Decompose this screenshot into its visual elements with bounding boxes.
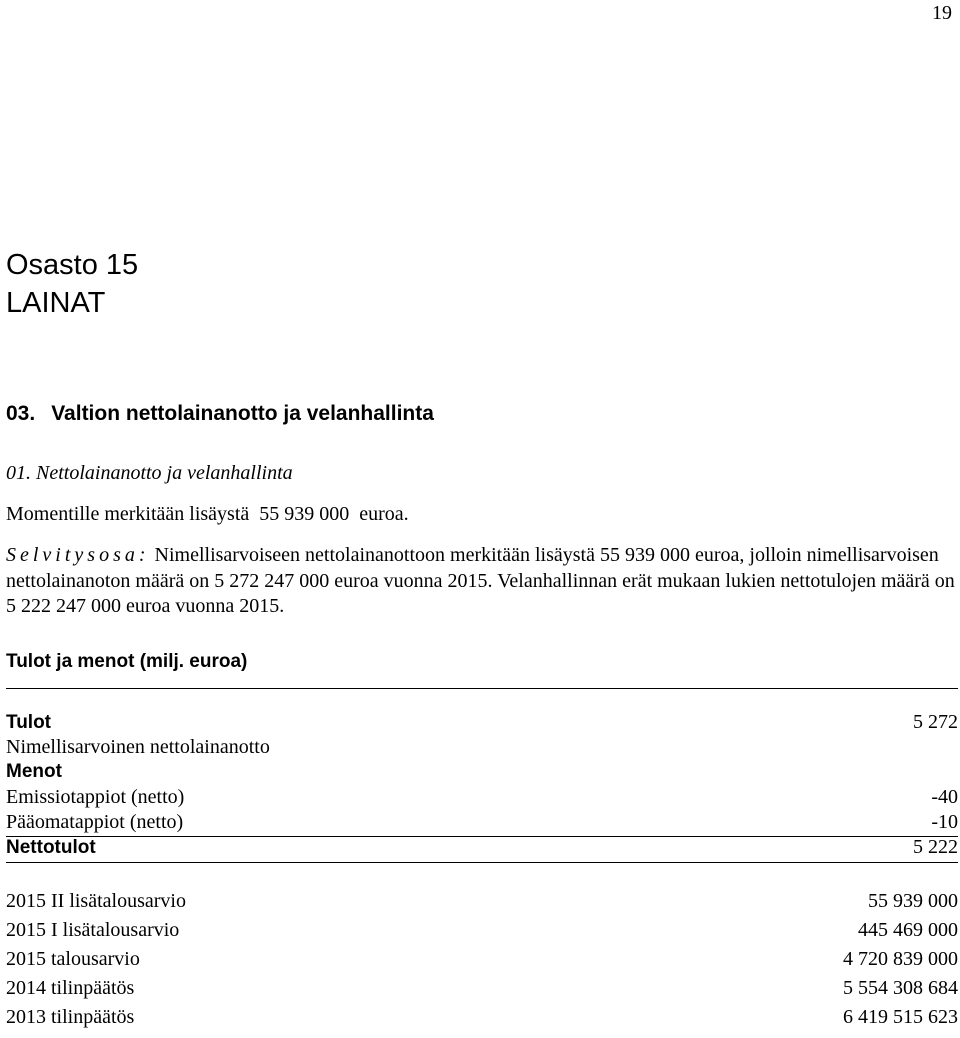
income-total: 5 272 bbox=[913, 711, 958, 733]
explanation-paragraph bbox=[6, 543, 956, 620]
expense-item-value: -40 bbox=[931, 786, 958, 808]
budget-history-row bbox=[6, 948, 958, 974]
table-row-net bbox=[6, 836, 958, 862]
budget-history-row bbox=[6, 977, 958, 1003]
net-label: Nettotulot bbox=[6, 837, 96, 858]
budget-history-label: 2015 talousarvio bbox=[6, 948, 140, 970]
table-bottom-rule bbox=[6, 862, 958, 863]
expense-header: Menot bbox=[6, 761, 62, 782]
table-caption: Tulot ja menot (milj. euroa) bbox=[6, 651, 248, 672]
table-row bbox=[6, 811, 958, 837]
table-row bbox=[6, 786, 958, 812]
section-heading bbox=[6, 402, 434, 426]
income-header: Tulot bbox=[6, 712, 52, 733]
section-number: 03. bbox=[6, 402, 36, 425]
appropriation-statement: Momentille merkitään lisäystä 55 939 000 euroa. bbox=[6, 503, 409, 525]
budget-history-value: 5 554 308 684 bbox=[843, 977, 958, 999]
budget-history-value: 55 939 000 bbox=[868, 890, 958, 912]
page-number: 19 bbox=[932, 2, 952, 24]
section-title: Valtion nettolainanotto ja velanhallinta bbox=[51, 402, 434, 425]
explanation-lead: Selvitysosa: bbox=[6, 544, 150, 566]
budget-history-label: 2014 tilinpäätös bbox=[6, 977, 135, 999]
table-top-rule bbox=[6, 688, 958, 689]
budget-history-value: 445 469 000 bbox=[858, 919, 958, 941]
budget-history-value: 4 720 839 000 bbox=[843, 948, 958, 970]
explanation-text: Nimellisarvoiseen nettolainanottoon merkitään lisäystä 55 939 000 euroa, jolloin nimellisarvoisen nettolainanoton määrä on 5 272 247 000 euroa vuonna 2015. Velanhallinnan erät mukaan lukien nettotulojen määrä on 5 222 247 000 euroa vuonna 2015. bbox=[6, 544, 955, 617]
budget-history-label: 2015 I lisätalousarvio bbox=[6, 919, 180, 941]
table-row-income-item bbox=[6, 736, 958, 762]
table-row-expense-header bbox=[6, 761, 958, 787]
budget-history-row bbox=[6, 919, 958, 945]
budget-history-row bbox=[6, 1006, 958, 1032]
budget-history-label: 2013 tilinpäätös bbox=[6, 1006, 135, 1028]
expense-item-label: Emissiotappiot (netto) bbox=[6, 786, 185, 808]
budget-history-row bbox=[6, 890, 958, 916]
table-row-income-header bbox=[6, 711, 958, 737]
expense-item-value: -10 bbox=[931, 811, 958, 833]
subsection-title: 01. Nettolainanotto ja velanhallinta bbox=[6, 462, 293, 484]
budget-history-label: 2015 II lisätalousarvio bbox=[6, 890, 186, 912]
expense-item-label: Pääomatappiot (netto) bbox=[6, 811, 184, 833]
income-item-label: Nimellisarvoinen nettolainanotto bbox=[6, 736, 270, 758]
department-number: Osasto 15 bbox=[6, 249, 139, 281]
department-name: LAINAT bbox=[6, 287, 106, 319]
net-value: 5 222 bbox=[913, 836, 958, 858]
department-title bbox=[6, 246, 138, 322]
budget-history-value: 6 419 515 623 bbox=[843, 1006, 958, 1028]
